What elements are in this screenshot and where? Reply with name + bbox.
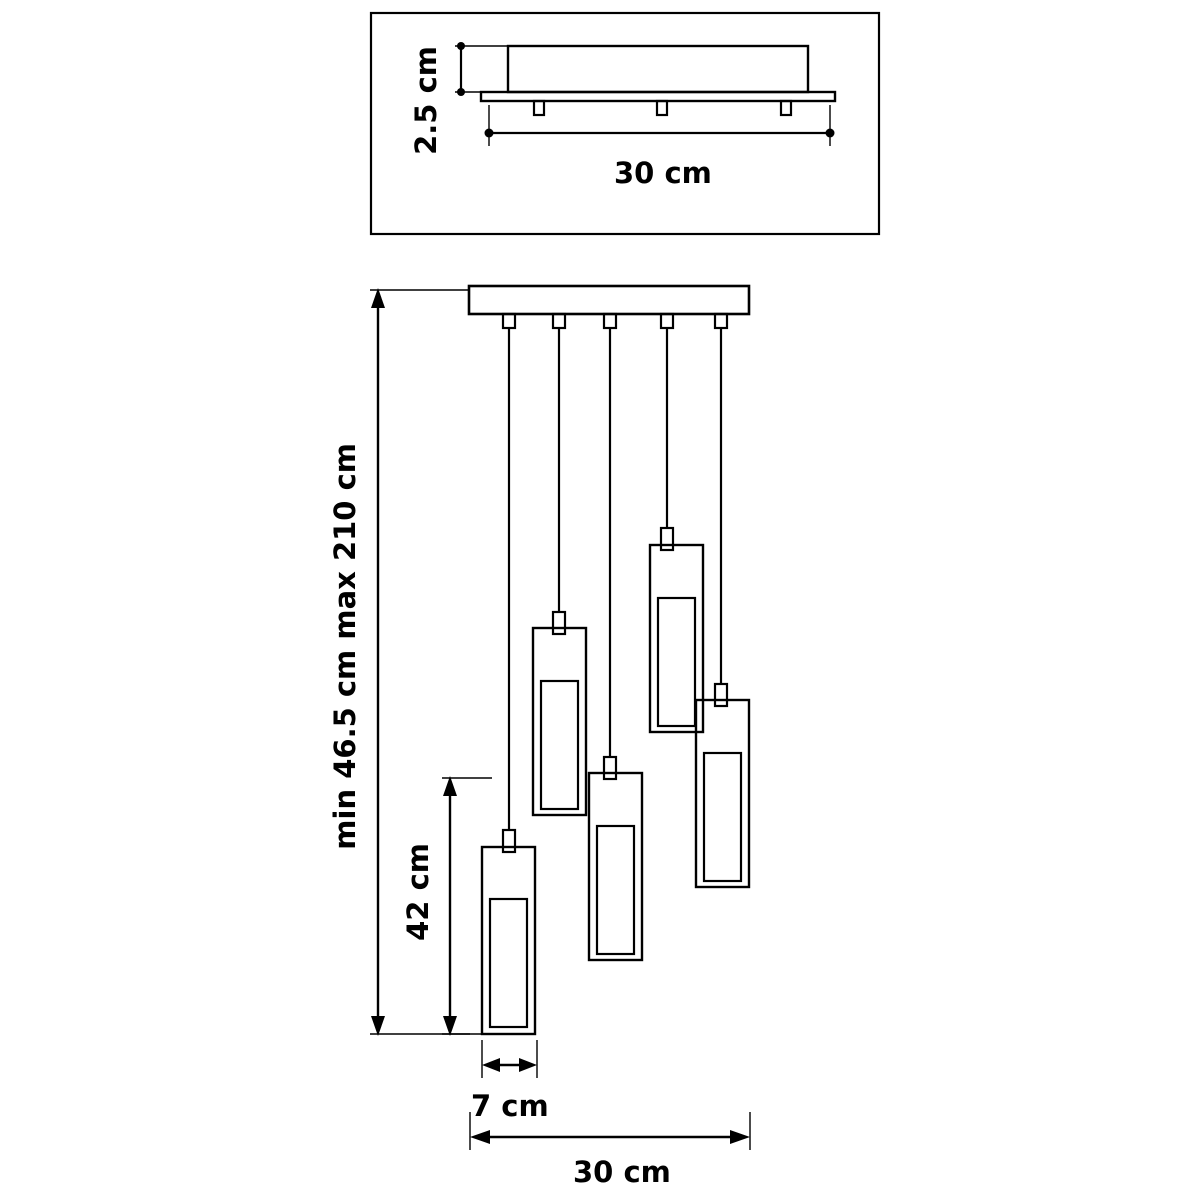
main-outlet-4 xyxy=(661,314,673,328)
canopy-body xyxy=(508,46,808,92)
canopy-outlet-3 xyxy=(781,101,791,115)
pendant-3-inner-tube xyxy=(597,826,634,954)
pendant-2-inner-tube xyxy=(541,681,578,809)
pendant-1 xyxy=(482,328,535,1034)
pendant-3 xyxy=(589,328,642,960)
pendant-1-inner-tube xyxy=(490,899,527,1027)
label-shade-height: 42 cm xyxy=(401,843,435,941)
main-outlet-1 xyxy=(503,314,515,328)
pendant-2-socket xyxy=(553,612,565,634)
dim-shade-width xyxy=(482,1040,537,1078)
pendant-4-socket xyxy=(661,528,673,550)
canopy-outlet-2 xyxy=(657,101,667,115)
main-outlet-5 xyxy=(715,314,727,328)
dim-shade-height xyxy=(442,776,492,1036)
pendant-4 xyxy=(650,328,703,732)
main-view-group xyxy=(370,286,750,1150)
label-canopy-width-top: 30 cm xyxy=(614,156,712,190)
pendant-1-socket xyxy=(503,830,515,852)
canopy-outlet-1 xyxy=(534,101,544,115)
label-total-height-range: min 46.5 cm max 210 cm xyxy=(328,443,362,850)
top-view-group xyxy=(371,13,879,234)
pendant-2 xyxy=(533,328,586,815)
label-shade-width: 7 cm xyxy=(471,1089,549,1123)
pendant-4-inner-tube xyxy=(658,598,695,726)
label-canopy-thickness: 2.5 cm xyxy=(409,46,443,155)
pendant-5-inner-tube xyxy=(704,753,741,881)
main-canopy-bar xyxy=(469,286,749,314)
canopy-base-plate xyxy=(481,92,835,101)
pendant-3-socket xyxy=(604,757,616,779)
pendant-5-socket xyxy=(715,684,727,706)
main-outlet-3 xyxy=(604,314,616,328)
dim-canopy-thickness xyxy=(455,42,520,96)
label-canopy-width-bottom: 30 cm xyxy=(573,1155,671,1189)
main-outlet-2 xyxy=(553,314,565,328)
